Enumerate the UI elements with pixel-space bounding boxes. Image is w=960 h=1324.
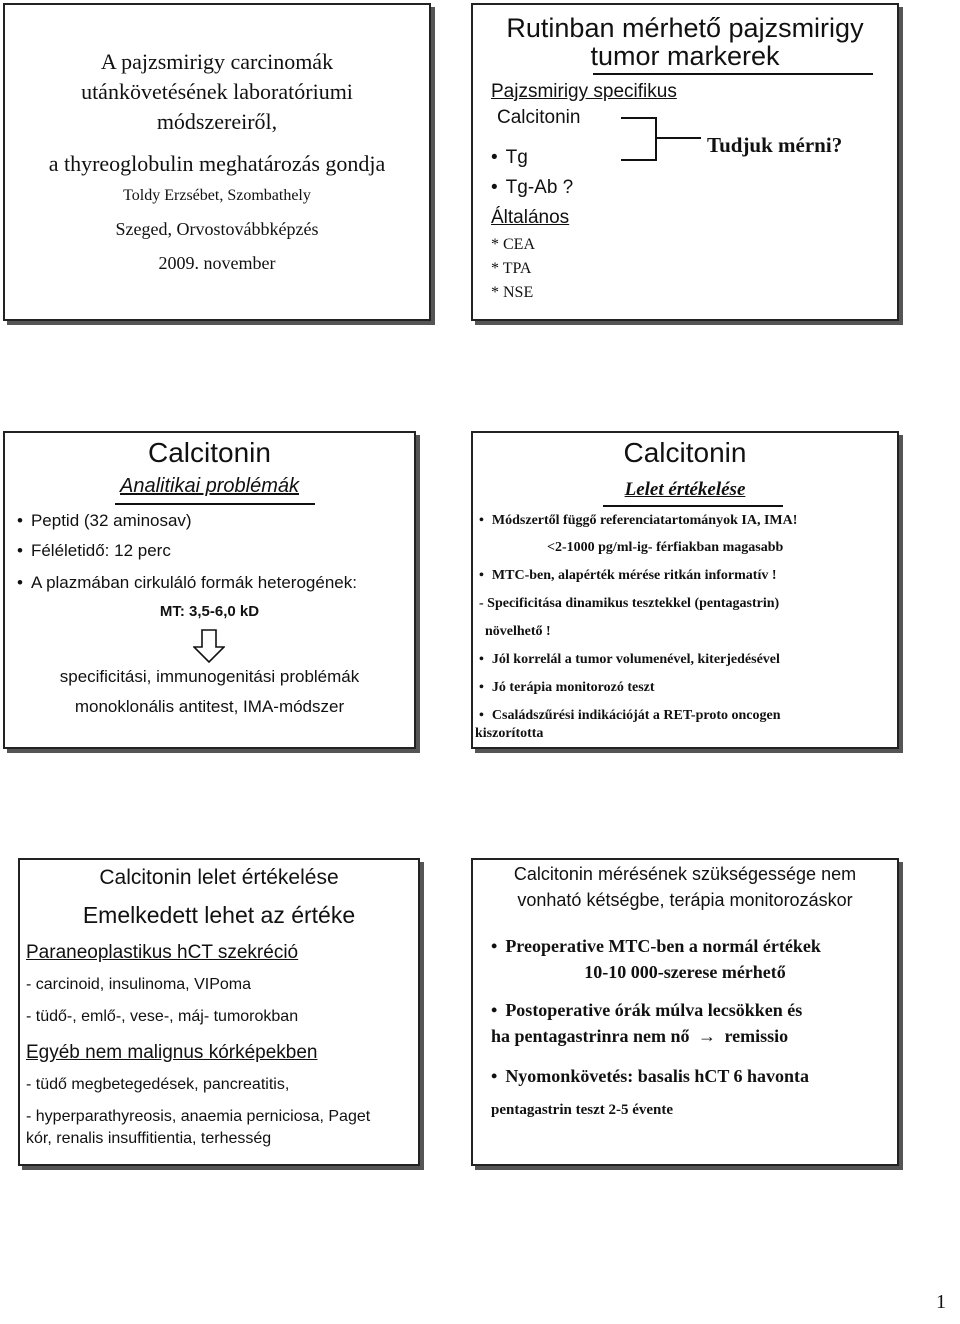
bullet-postoperative-line-2	[491, 1026, 788, 1047]
slide-title-line-1: Calcitonin mérésének szükségessége nem	[513, 864, 857, 884]
line-organ-tumors: - tüdő-, emlő-, vese-, máj- tumorokban	[26, 1008, 299, 1025]
subtitle-rule	[603, 505, 783, 507]
slide-measurement-necessity	[471, 858, 899, 1166]
tgab-item: • Tg-Ab ?	[491, 177, 573, 199]
heading-paraneoplastic: Paraneoplastikus hCT szekréció	[26, 942, 299, 963]
date: 2009. november	[158, 253, 276, 273]
problems-line: specificitási, immunogenitási problémák	[59, 667, 360, 686]
line-range-values: <2-1000 pg/ml-ig- férfiakban magasabb	[547, 540, 784, 555]
slide-title	[3, 3, 431, 321]
line-can-increase: növelhető !	[485, 624, 551, 639]
solution-line: monoklonális antitest, IMA-módszer	[74, 697, 345, 716]
subtitle: a thyreoglobulin meghatározás gondja	[48, 151, 386, 176]
line-replaced: kiszorította	[475, 726, 544, 741]
line-mtc-baseline: • MTC-ben, alapérték mérése ritkán informatív !	[479, 568, 777, 584]
slide-subtitle: Lelet értékelése	[624, 479, 746, 500]
slide-calcitonin-analytics	[3, 431, 416, 749]
line-renal-pregnancy: kór, renalis insuffitientia, terhesség	[26, 1130, 272, 1147]
bullet-peptid: • Peptid (32 aminosav)	[17, 511, 192, 531]
down-arrow-icon	[193, 629, 225, 663]
mt-line: MT: 3,5-6,0 kD	[159, 603, 260, 620]
bullet-followup: • Nyomonkövetés: basalis hCT 6 havonta	[491, 1066, 809, 1087]
remission-text: remissio	[724, 1026, 789, 1046]
line-specificity: - Specificitása dinamikus tesztekkel (pentagastrin)	[479, 596, 780, 611]
heading-non-malignant: Egyéb nem malignus kórképekben	[26, 1042, 318, 1063]
bullet-preoperative: • Preoperative MTC-ben a normál értékek	[491, 936, 821, 957]
general-item-tpa: * TPA	[491, 260, 532, 277]
bullet-heterogeneous: • A plazmában cirkuláló formák heterogének:	[17, 573, 357, 593]
page-number: 1	[936, 1291, 946, 1313]
right-arrow-icon: →	[698, 1026, 717, 1046]
author: Toldy Erzsébet, Szombathely	[123, 187, 311, 204]
subtitle-rule	[115, 503, 315, 505]
place: Szeged, Orvostovábbképzés	[115, 219, 319, 239]
line-lung-pancreatitis: - tüdő megbetegedések, pancreatitis,	[26, 1076, 290, 1093]
line-tumor-volume: • Jól korrelál a tumor volumenével, kiterjedésével	[479, 652, 780, 668]
slide-title: Calcitonin	[148, 437, 271, 468]
line-therapy-monitor: • Jó terápia monitorozó teszt	[479, 680, 655, 696]
slide-title-line-2: tumor markerek	[590, 41, 780, 71]
slide-subtitle: Emelkedett lehet az értéke	[82, 902, 356, 928]
line-reference-ranges: • Módszertől függő referenciatartományok IA, IMA!	[479, 513, 797, 529]
slide-tumor-markers	[471, 3, 899, 321]
bracket-tick	[655, 137, 701, 139]
question: Tudjuk mérni?	[707, 133, 843, 157]
line-carcinoid: - carcinoid, insulinoma, VIPoma	[26, 976, 251, 993]
bullet-postoperative: • Postoperative órák múlva lecsökken és	[491, 1000, 802, 1021]
general-heading: Általános	[491, 207, 570, 228]
slide-subtitle: Analitikai problémák	[120, 475, 299, 497]
line-family-screening: • Családszűrési indikációját a RET-proto oncogen	[479, 708, 781, 724]
bracket	[621, 117, 657, 161]
followup-pentagastrin: pentagastrin teszt 2-5 évente	[491, 1102, 674, 1118]
bullet-halflife: • Féléletidő: 12 perc	[17, 541, 171, 561]
title-line-2: utánkövetésének laboratóriumi	[81, 79, 353, 104]
slide-title-line-1: Rutinban mérhető pajzsmirigy	[506, 13, 864, 43]
line-hyperparathyreosis: - hyperparathyreosis, anaemia perniciosa, Paget	[26, 1108, 371, 1125]
slide-title: Calcitonin lelet értékelése	[99, 866, 339, 889]
slide-calcitonin-evaluation	[471, 431, 899, 749]
title-line-1: A pajzsmirigy carcinomák	[100, 49, 334, 74]
slide-title-line-2: vonható kétségbe, terápia monitorozáskor	[517, 890, 853, 910]
tg-item: • Tg	[491, 147, 528, 169]
general-item-nse: * NSE	[491, 284, 534, 301]
bullet-preoperative-line-2: 10-10 000-szerese mérhető	[584, 962, 786, 982]
title-line-3: módszereiről,	[156, 109, 278, 134]
slide-elevated-values	[18, 858, 420, 1166]
calcitonin-item: Calcitonin	[497, 107, 581, 128]
title-rule	[593, 73, 873, 75]
slide-title: Calcitonin	[623, 437, 747, 468]
pentagastrin-text: ha pentagastrinra nem nő	[491, 1026, 690, 1046]
general-item-cea: * CEA	[491, 236, 535, 253]
specific-heading: Pajzsmirigy specifikus	[491, 81, 677, 102]
